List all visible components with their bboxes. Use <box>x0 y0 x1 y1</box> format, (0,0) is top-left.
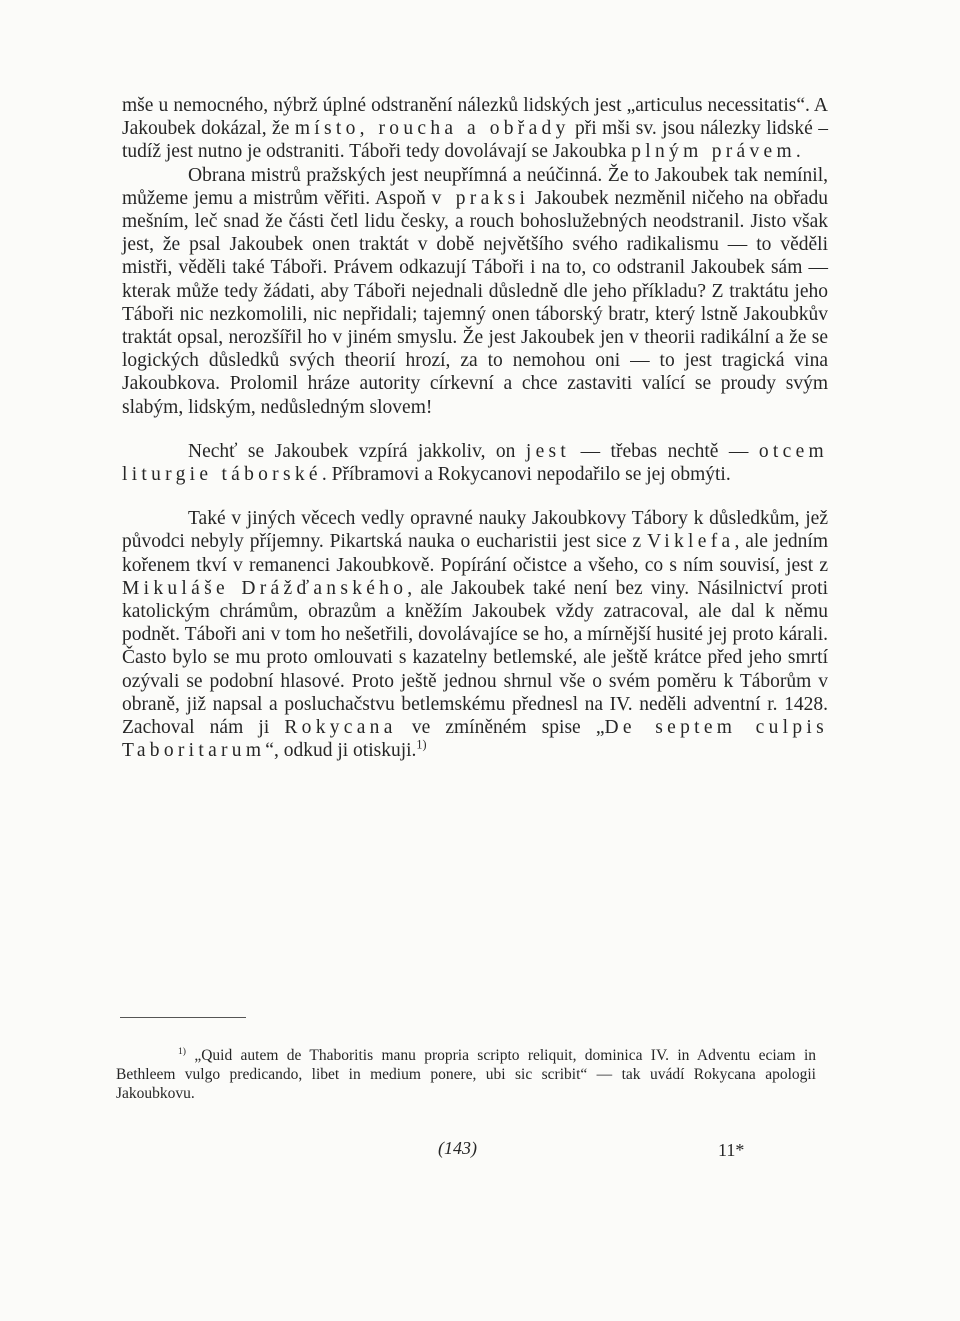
text-run: „Quid autem de Thaboritis manu propria scripto reliquit, dominica IV. in Adventu eciam in Bethleem vulgo predicando, libet in medium ponere, ubi sic scribit“ — tak uvádí Rokycana apologii Jakoubkovu. <box>116 1047 816 1102</box>
text-run: Nechť se Jakoubek vzpírá jakkoliv, on <box>188 440 526 462</box>
paragraph-3 <box>122 440 828 486</box>
paragraph-1 <box>122 94 828 164</box>
emphasized-run: otcem liturgie táborské <box>122 440 828 486</box>
paragraph-4 <box>122 507 828 762</box>
text-run: mše u nemocného, nýbrž úplné odstranění nálezků lidských jest „articulus necessitatis“. A Jakoubek dokázal, že <box>122 95 828 140</box>
signature-mark: 11* <box>718 1140 745 1160</box>
emphasized-run: jest <box>525 440 571 462</box>
text-run: ve zmíněném spise „ <box>396 717 605 739</box>
text-run: Jakoubek nezměnil ničeho na obřadu mešním, leč snad že části četl lidu česky, a rouch bohoslužebných neodstranil. Jisto však jest, že psal Jakoubek onen traktát v době největšího svého radikalismu — to věděli mistři, věděli také Táboři. Právem odkazují Táboři i na to, co odstranil Jakoubek sám — kterak může tedy žádati, aby Táboři nejednali důsledně dle jeho příkladu? Z traktátu jeho Táboři nic nezkomolili, nic nepřidali; tajemný onen táborský bratr, který lstně Jakoubkův traktát opsal, nerozšířil ho v jiném smyslu. Že jest Jakoubek jen v theorii radikální a že se logických důsledků svých theorií hrozí, za to nemohou oni — to jest tragická vina Jakoubkova. Prolomil hráze autority církevní a chce zastaviti valící se proudy svým slabým, lidským, nedůsledným slovem! <box>122 187 828 418</box>
footnote-divider <box>120 1017 246 1018</box>
footnote-marker: 1) <box>416 737 427 752</box>
footnote-marker: 1) <box>178 1045 186 1057</box>
footnote <box>116 1046 816 1103</box>
text-run: . Příbramovi a Rokycanovi nepodařilo se jej obmýti. <box>321 464 731 486</box>
text-run: při mši sv. jsou nálezky lidské – tudíž jest nutno je odstraniti. Táboři tedy dovolávají se Jakoubka <box>122 118 828 163</box>
emphasized-run: v praksi <box>431 187 530 209</box>
text-run: , ale Jakoubek také není bez viny. Násilnictví proti katolickým chrámům, obrazům a kněžím Jakoubek vždy zatracoval, ale dal k němu podnět. Táboři ani v tom ho nešetřili, dovolávajíce se ho, a mírnější husité jej proto kárali. Často bylo se mu proto omlouvati s kazatelny betlemské, ale ještě krátce před jeho smrtí ozývali se podobní hlasové. Proto ještě jednou shrnul vše o svém poměru k Táborům v obraně, již napsal a posluchačstvu betlemskému přednesl na IV. neděli adventní r. 1428. Zachoval nám ji <box>122 577 828 739</box>
footnote-text <box>116 1046 816 1103</box>
text-run: , ale jedním kořenem tkví v remanenci Jakoubkově. Popírání očistce a všeho, co s ním souvisí, jest z <box>122 531 829 576</box>
emphasized-run: místo, roucha a obřady <box>294 118 570 140</box>
emphasized-run: Mikuláše Drážďanského <box>122 577 408 599</box>
page-number: (143) <box>438 1138 477 1158</box>
paragraph-2 <box>122 164 828 419</box>
emphasized-run: De septem culpis Taboritarum <box>122 717 828 762</box>
emphasized-run: plným právem <box>631 141 796 163</box>
text-run: “, odkud ji otiskuji. <box>265 740 417 762</box>
text-run: Obrana mistrů pražských jest neupřímná a neúčinná. Že to Jakoubek tak nemínil, můžeme jemu a mistrům věřiti. Aspoň <box>122 164 828 209</box>
text-run: . <box>795 141 801 163</box>
body-text <box>122 94 828 762</box>
text-run: Také v jiných věcech vedly opravné nauky Jakoubkovy Tábory k důsledkům, jež původci nebyly příjemny. Pikartská nauka o eucharistii jest sice z <box>122 508 828 553</box>
emphasized-run: Rokycana <box>284 717 397 739</box>
emphasized-run: Viklefa <box>647 531 735 553</box>
text-run: — třebas nechtě — <box>570 440 759 462</box>
